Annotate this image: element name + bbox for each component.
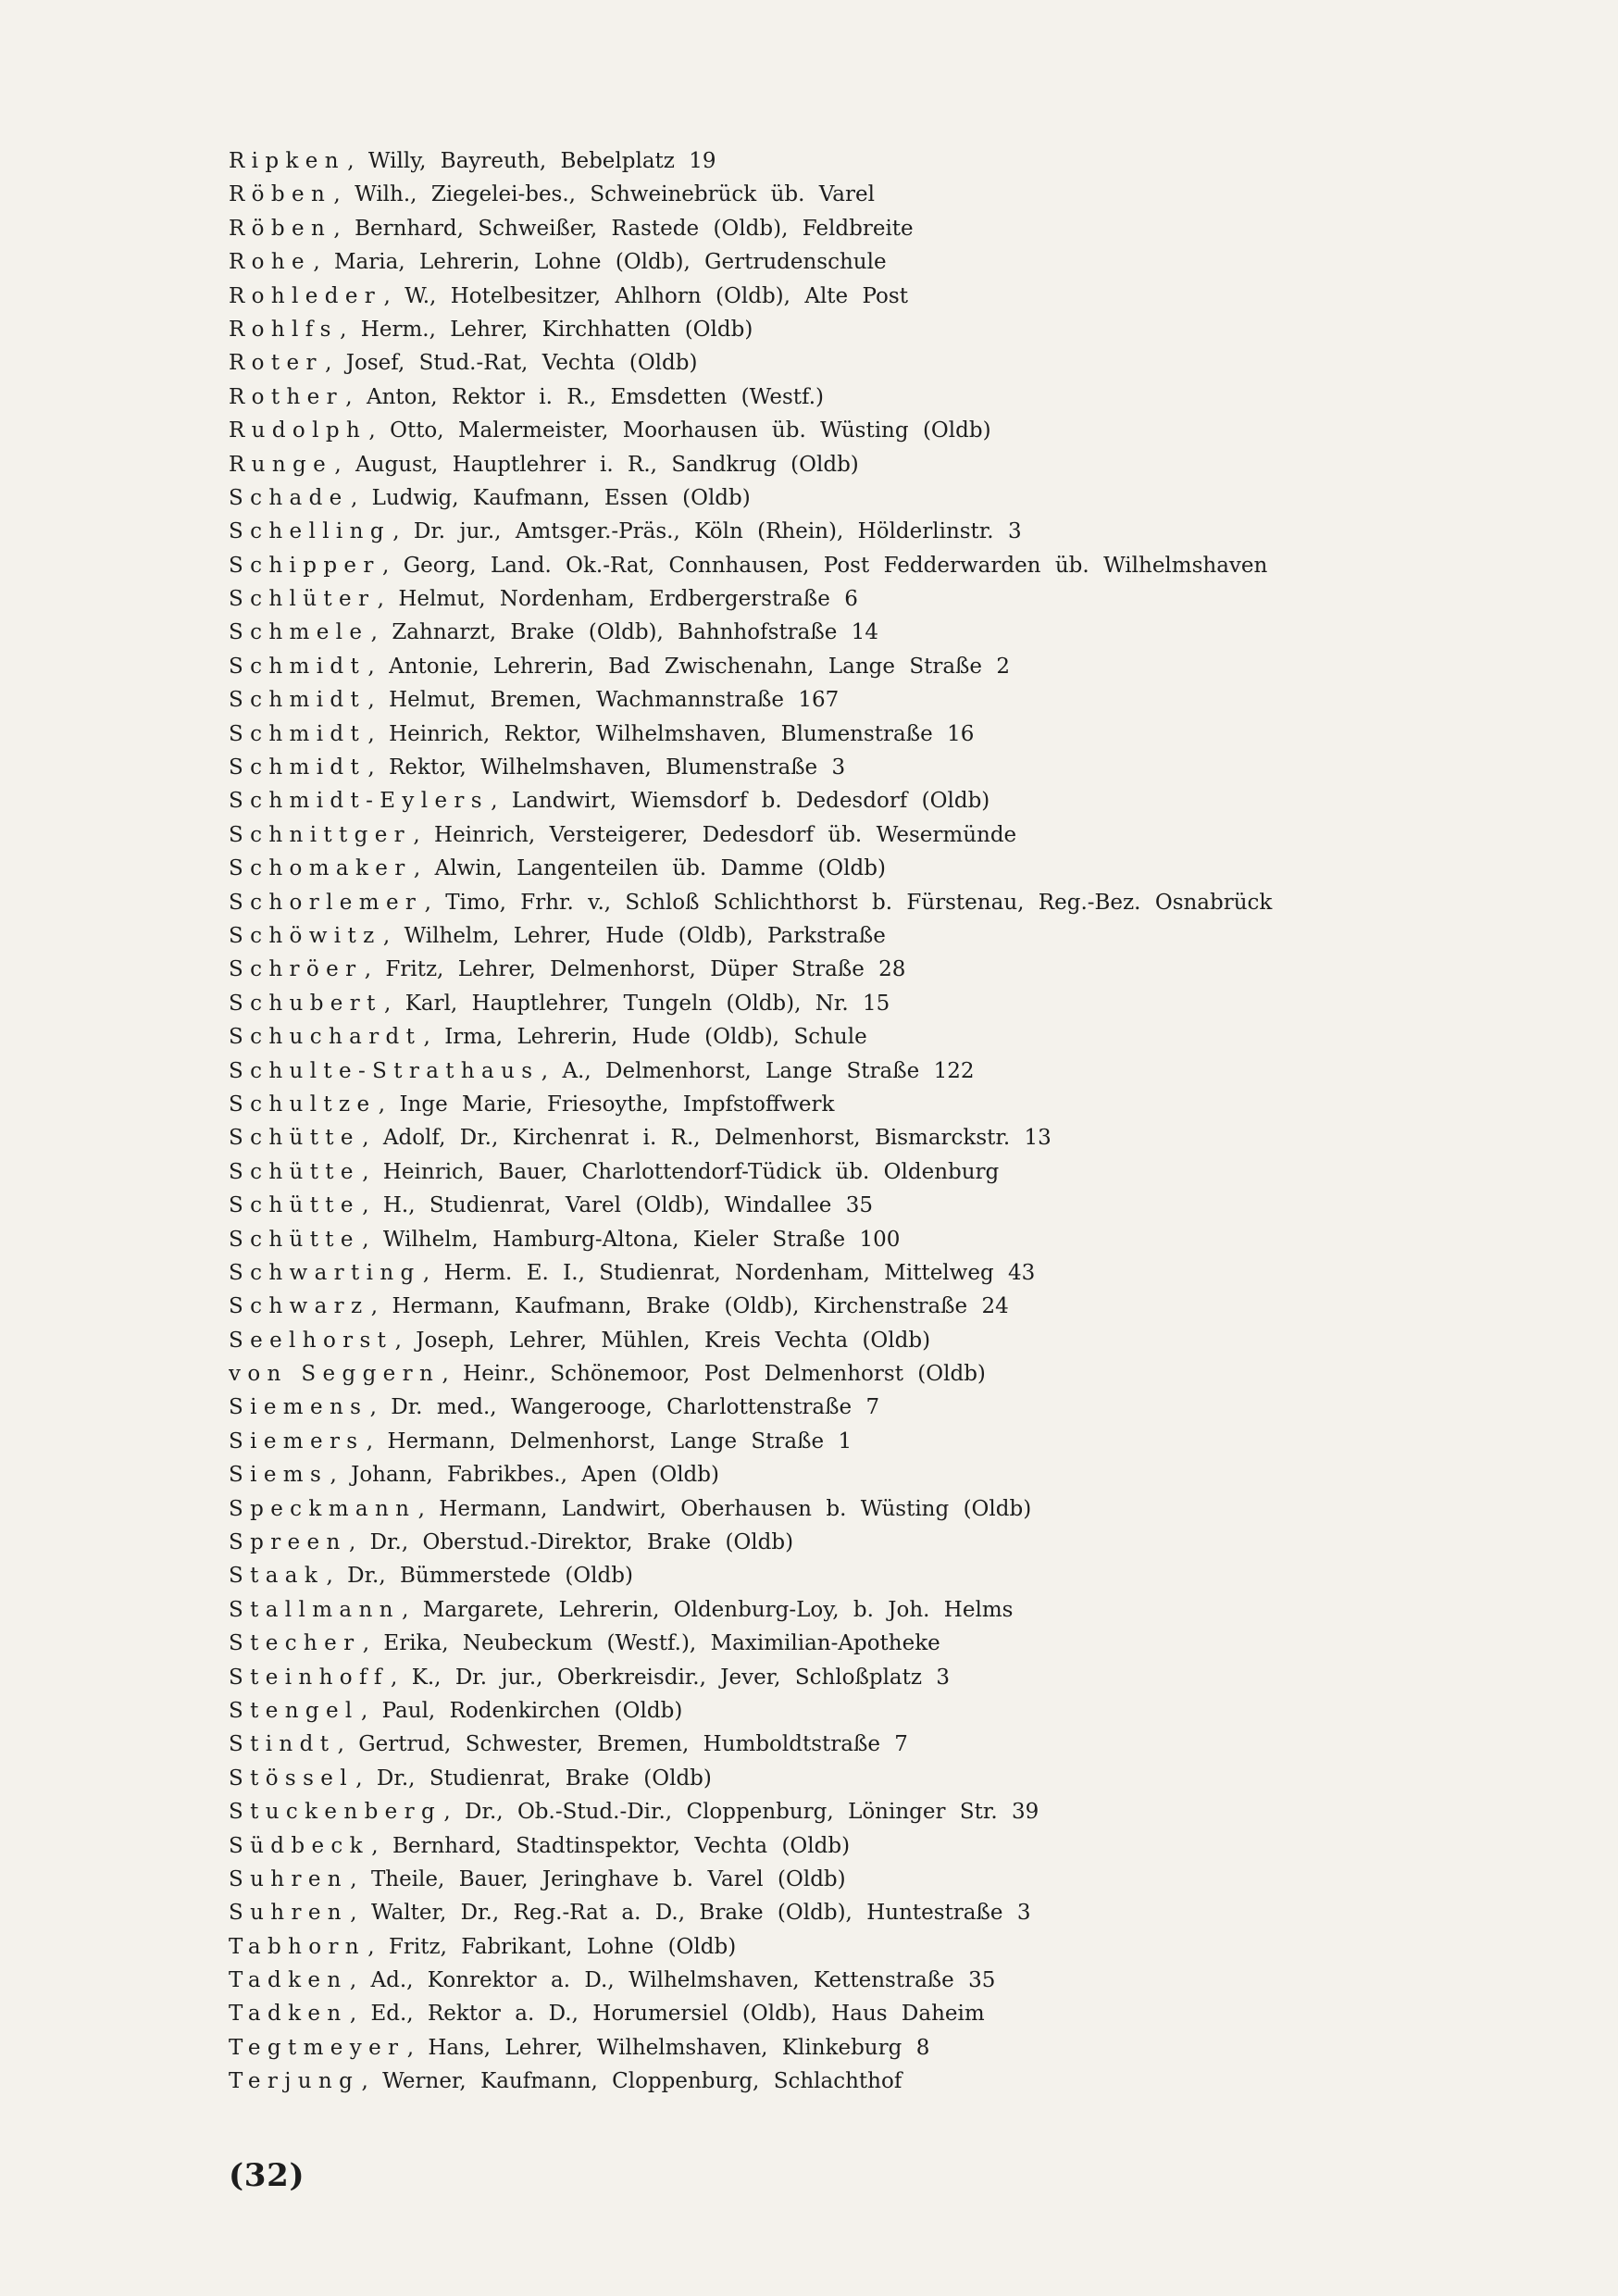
list-item: [229, 852, 1543, 885]
entry-surname: Schulte-Strathaus: [229, 1058, 540, 1083]
entry-details: , Heinrich, Bauer, Charlottendorf-Tüdick üb. Oldenburg: [362, 1159, 1000, 1184]
entry-details: , Dr., Studienrat, Brake (Oldb): [355, 1766, 712, 1791]
list-item: [229, 1997, 1543, 2030]
list-item: [229, 515, 1543, 548]
list-item: [229, 1829, 1543, 1863]
entry-surname: Röben: [229, 216, 332, 241]
list-item: [229, 1324, 1543, 1357]
entry-surname: Rohe: [229, 250, 312, 275]
list-item: [229, 2065, 1543, 2098]
entry-details: , Wilhelm, Hamburg-Altona, Kieler Straße 100: [362, 1227, 901, 1252]
entry-details: , Alwin, Langenteilen üb. Damme (Oldb): [413, 856, 886, 881]
entry-surname: Schütte: [229, 1126, 360, 1151]
entry-surname: Rohleder: [229, 283, 382, 308]
entry-details: , Hermann, Delmenhorst, Lange Straße 1: [366, 1429, 853, 1454]
entry-details: , Theile, Bauer, Jeringhave b. Varel (Oldb): [350, 1866, 846, 1891]
list-item: [229, 1458, 1543, 1491]
entry-surname: Tadken: [229, 2002, 348, 2027]
entry-details: , Karl, Hauptlehrer, Tungeln (Oldb), Nr. 15: [384, 991, 890, 1016]
list-item: [229, 280, 1543, 313]
entry-surname: Siems: [229, 1463, 329, 1488]
entry-details: , Bernhard, Schweißer, Rastede (Oldb), Feldbreite: [333, 216, 914, 241]
list-item: [229, 381, 1543, 414]
entry-surname: Röben: [229, 182, 332, 207]
list-item: [229, 1088, 1543, 1121]
entry-details: , Dr. jur., Amtsger.-Präs., Köln (Rhein), Hölderlinstr. 3: [392, 519, 1022, 544]
list-item: [229, 1121, 1543, 1154]
entry-details: , Dr., Ob.-Stud.-Dir., Cloppenburg, Löninger Str. 39: [443, 1800, 1039, 1825]
list-item: [229, 1795, 1543, 1828]
entry-surname: Staak: [229, 1564, 325, 1589]
entry-surname: Stuckenberg: [229, 1800, 442, 1825]
list-item: [229, 1593, 1543, 1627]
list-item: [229, 616, 1543, 649]
entry-details: , Irma, Lehrerin, Hude (Oldb), Schule: [423, 1025, 867, 1050]
entry-details: , Anton, Rektor i. R., Emsdetten (Westf.): [345, 384, 824, 409]
entry-details: , Paul, Rodenkirchen (Oldb): [360, 1698, 683, 1723]
list-item: [229, 1661, 1543, 1694]
entry-surname: Schmidt: [229, 654, 367, 679]
list-item: [229, 1357, 1543, 1391]
list-item: [229, 549, 1543, 582]
entry-surname: Schmidt: [229, 688, 367, 713]
list-item: [229, 987, 1543, 1020]
list-item: [229, 1559, 1543, 1592]
list-item: [229, 1627, 1543, 1660]
list-item: [229, 1492, 1543, 1526]
entry-surname: Seelhorst: [229, 1328, 393, 1353]
entry-details: , A., Delmenhorst, Lange Straße 122: [541, 1058, 975, 1083]
entry-details: , Rektor, Wilhelmshaven, Blumenstraße 3: [367, 755, 846, 780]
entry-details: , Hans, Lehrer, Wilhelmshaven, Klinkeburg 8: [406, 2035, 930, 2060]
list-item: [229, 245, 1543, 279]
entry-details: , Maria, Lehrerin, Lohne (Oldb), Gertrudenschule: [313, 250, 887, 275]
entry-details: , Herm. E. I., Studienrat, Nordenham, Mittelweg 43: [422, 1260, 1036, 1285]
entry-details: , Johann, Fabrikbes., Apen (Oldb): [330, 1463, 719, 1488]
entry-details: , Zahnarzt, Brake (Oldb), Bahnhofstraße 14: [370, 620, 878, 645]
entry-surname: Stengel: [229, 1698, 359, 1723]
list-item: [229, 1189, 1543, 1222]
entry-surname: Tabhorn: [229, 1934, 366, 1959]
entry-details: , Heinr., Schönemoor, Post Delmenhorst (Oldb): [442, 1362, 986, 1387]
list-item: [229, 718, 1543, 751]
entry-surname: Schipper: [229, 553, 380, 578]
entry-surname: von Seggern: [229, 1362, 441, 1387]
entry-surname: Schnittger: [229, 822, 412, 847]
list-item: [229, 784, 1543, 817]
entry-surname: Spreen: [229, 1530, 347, 1555]
entry-surname: Speckmann: [229, 1496, 417, 1521]
entry-details: , Wilhelm, Lehrer, Hude (Oldb), Parkstraße: [382, 923, 886, 948]
list-item: [229, 1863, 1543, 1896]
entry-surname: Suhren: [229, 1901, 348, 1926]
list-item: [229, 2031, 1543, 2065]
entry-details: , Hermann, Kaufmann, Brake (Oldb), Kirchenstraße 24: [370, 1294, 1009, 1319]
entry-surname: Terjung: [229, 2069, 360, 2094]
entry-surname: Schubert: [229, 991, 382, 1016]
entry-surname: Schlüter: [229, 587, 376, 612]
entry-details: , Josef, Stud.-Rat, Vechta (Oldb): [325, 351, 698, 376]
entry-details: , Otto, Malermeister, Moorhausen üb. Wüsting (Oldb): [368, 418, 991, 443]
entry-surname: Südbeck: [229, 1833, 369, 1858]
entry-surname: Tadken: [229, 1968, 348, 1993]
list-item: [229, 178, 1543, 211]
entry-surname: Roter: [229, 351, 323, 376]
list-item: [229, 650, 1543, 683]
list-item: [229, 1391, 1543, 1424]
entry-surname: Schwarz: [229, 1294, 369, 1319]
entry-surname: Schorlemer: [229, 890, 423, 915]
entry-surname: Schomaker: [229, 856, 412, 881]
list-item: [229, 582, 1543, 616]
entry-surname: Rother: [229, 384, 343, 409]
page-number: (32): [229, 2157, 305, 2194]
list-item: [229, 1290, 1543, 1323]
entry-surname: Schade: [229, 485, 349, 510]
entry-details: , August, Hauptlehrer i. R., Sandkrug (Oldb): [334, 452, 859, 477]
entry-surname: Schwarting: [229, 1260, 421, 1285]
list-item: [229, 953, 1543, 986]
entry-surname: Schmidt: [229, 755, 367, 780]
list-item: [229, 1526, 1543, 1559]
entry-surname: Steinhoff: [229, 1665, 389, 1690]
list-item: [229, 1964, 1543, 1997]
entry-details: , Herm., Lehrer, Kirchhatten (Oldb): [340, 317, 753, 342]
address-list: [229, 144, 1543, 2099]
entry-details: , Fritz, Fabrikant, Lohne (Oldb): [367, 1934, 737, 1959]
entry-details: , Margarete, Lehrerin, Oldenburg-Loy, b. Joh. Helms: [402, 1597, 1014, 1622]
entry-surname: Ripken: [229, 149, 345, 173]
entry-details: , Bernhard, Stadtinspektor, Vechta (Oldb): [371, 1833, 851, 1858]
entry-details: , Helmut, Nordenham, Erdbergerstraße 6: [377, 587, 858, 612]
list-item: [229, 751, 1543, 784]
entry-surname: Suhren: [229, 1866, 348, 1891]
entry-details: , Helmut, Bremen, Wachmannstraße 167: [367, 688, 840, 713]
entry-surname: Tegtmeyer: [229, 2035, 405, 2060]
list-item: [229, 1256, 1543, 1290]
entry-surname: Schütte: [229, 1159, 360, 1184]
entry-details: , Hermann, Landwirt, Oberhausen b. Wüsting (Oldb): [417, 1496, 1032, 1521]
entry-details: , Antonie, Lehrerin, Bad Zwischenahn, Lange Straße 2: [367, 654, 1011, 679]
list-item: [229, 919, 1543, 953]
entry-details: , Landwirt, Wiemsdorf b. Dedesdorf (Oldb): [491, 789, 990, 814]
list-item: [229, 481, 1543, 515]
list-item: [229, 1223, 1543, 1256]
entry-details: , Gertrud, Schwester, Bremen, Humboldtstraße 7: [337, 1732, 908, 1757]
list-item: [229, 1155, 1543, 1189]
list-item: [229, 346, 1543, 380]
entry-surname: Schütte: [229, 1227, 360, 1252]
entry-surname: Schmele: [229, 620, 369, 645]
entry-details: , Ed., Rektor a. D., Horumersiel (Oldb), Haus Daheim: [349, 2002, 985, 2027]
entry-surname: Schmidt-Eylers: [229, 789, 489, 814]
entry-surname: Siemers: [229, 1429, 365, 1454]
entry-details: , K., Dr. jur., Oberkreisdir., Jever, Schloßplatz 3: [391, 1665, 950, 1690]
entry-surname: Siemens: [229, 1395, 368, 1420]
list-item: [229, 886, 1543, 919]
entry-details: , Heinrich, Versteigerer, Dedesdorf üb. Wesermünde: [413, 822, 1017, 847]
list-item: [229, 1054, 1543, 1088]
entry-details: , Wilh., Ziegelei-bes., Schweinebrück üb. Varel: [333, 182, 875, 207]
entry-details: , W., Hotelbesitzer, Ahlhorn (Oldb), Alte Post: [383, 283, 908, 308]
entry-details: , Werner, Kaufmann, Cloppenburg, Schlachthof: [361, 2069, 902, 2094]
list-item: [229, 144, 1543, 178]
entry-surname: Stecher: [229, 1631, 361, 1656]
entry-details: , Ad., Konrektor a. D., Wilhelmshaven, Kettenstraße 35: [349, 1968, 996, 1993]
entry-surname: Rohlfs: [229, 317, 338, 342]
entry-details: , Georg, Land. Ok.-Rat, Connhausen, Post Fedderwarden üb. Wilhelmshaven: [382, 553, 1268, 578]
entry-details: , Ludwig, Kaufmann, Essen (Oldb): [350, 485, 751, 510]
list-item: [229, 313, 1543, 346]
entry-surname: Schuchardt: [229, 1025, 422, 1050]
entry-details: , Timo, Frhr. v., Schloß Schlichthorst b. Fürstenau, Reg.-Bez. Osnabrück: [424, 890, 1273, 915]
list-item: [229, 414, 1543, 447]
entry-surname: Schelling: [229, 519, 391, 544]
list-item: [229, 818, 1543, 852]
list-item: [229, 1694, 1543, 1728]
entry-details: , Dr., Bümmerstede (Oldb): [326, 1564, 633, 1589]
list-item: [229, 448, 1543, 481]
entry-details: , Fritz, Lehrer, Delmenhorst, Düper Straße 28: [364, 957, 906, 982]
entry-surname: Schultze: [229, 1092, 377, 1117]
entry-surname: Stallmann: [229, 1597, 400, 1622]
list-item: [229, 1762, 1543, 1795]
entry-details: , Inge Marie, Friesoythe, Impfstoffwerk: [378, 1092, 835, 1117]
entry-surname: Rudolph: [229, 418, 367, 443]
list-item: [229, 1728, 1543, 1761]
list-item: [229, 683, 1543, 717]
entry-details: , Walter, Dr., Reg.-Rat a. D., Brake (Oldb), Huntestraße 3: [350, 1901, 1031, 1926]
entry-details: , Heinrich, Rektor, Wilhelmshaven, Blumenstraße 16: [367, 721, 975, 746]
entry-details: , Joseph, Lehrer, Mühlen, Kreis Vechta (Oldb): [394, 1328, 931, 1353]
entry-details: , H., Studienrat, Varel (Oldb), Windallee 35: [362, 1193, 874, 1218]
list-item: [229, 212, 1543, 245]
list-item: [229, 1896, 1543, 1929]
entry-surname: Stindt: [229, 1732, 336, 1757]
entry-details: , Dr., Oberstud.-Direktor, Brake (Oldb): [348, 1530, 794, 1555]
list-item: [229, 1425, 1543, 1458]
entry-surname: Schröer: [229, 957, 363, 982]
entry-details: , Willy, Bayreuth, Bebelplatz 19: [347, 149, 716, 173]
entry-details: , Adolf, Dr., Kirchenrat i. R., Delmenhorst, Bismarckstr. 13: [362, 1126, 1052, 1151]
entry-surname: Schöwitz: [229, 923, 381, 948]
entry-details: , Dr. med., Wangerooge, Charlottenstraße 7: [369, 1395, 880, 1420]
entry-surname: Schütte: [229, 1193, 360, 1218]
entry-surname: Stössel: [229, 1766, 354, 1791]
list-item: [229, 1020, 1543, 1054]
entry-surname: Schmidt: [229, 721, 367, 746]
list-item: [229, 1930, 1543, 1964]
entry-details: , Erika, Neubeckum (Westf.), Maximilian-Apotheke: [362, 1631, 940, 1656]
entry-surname: Runge: [229, 452, 333, 477]
